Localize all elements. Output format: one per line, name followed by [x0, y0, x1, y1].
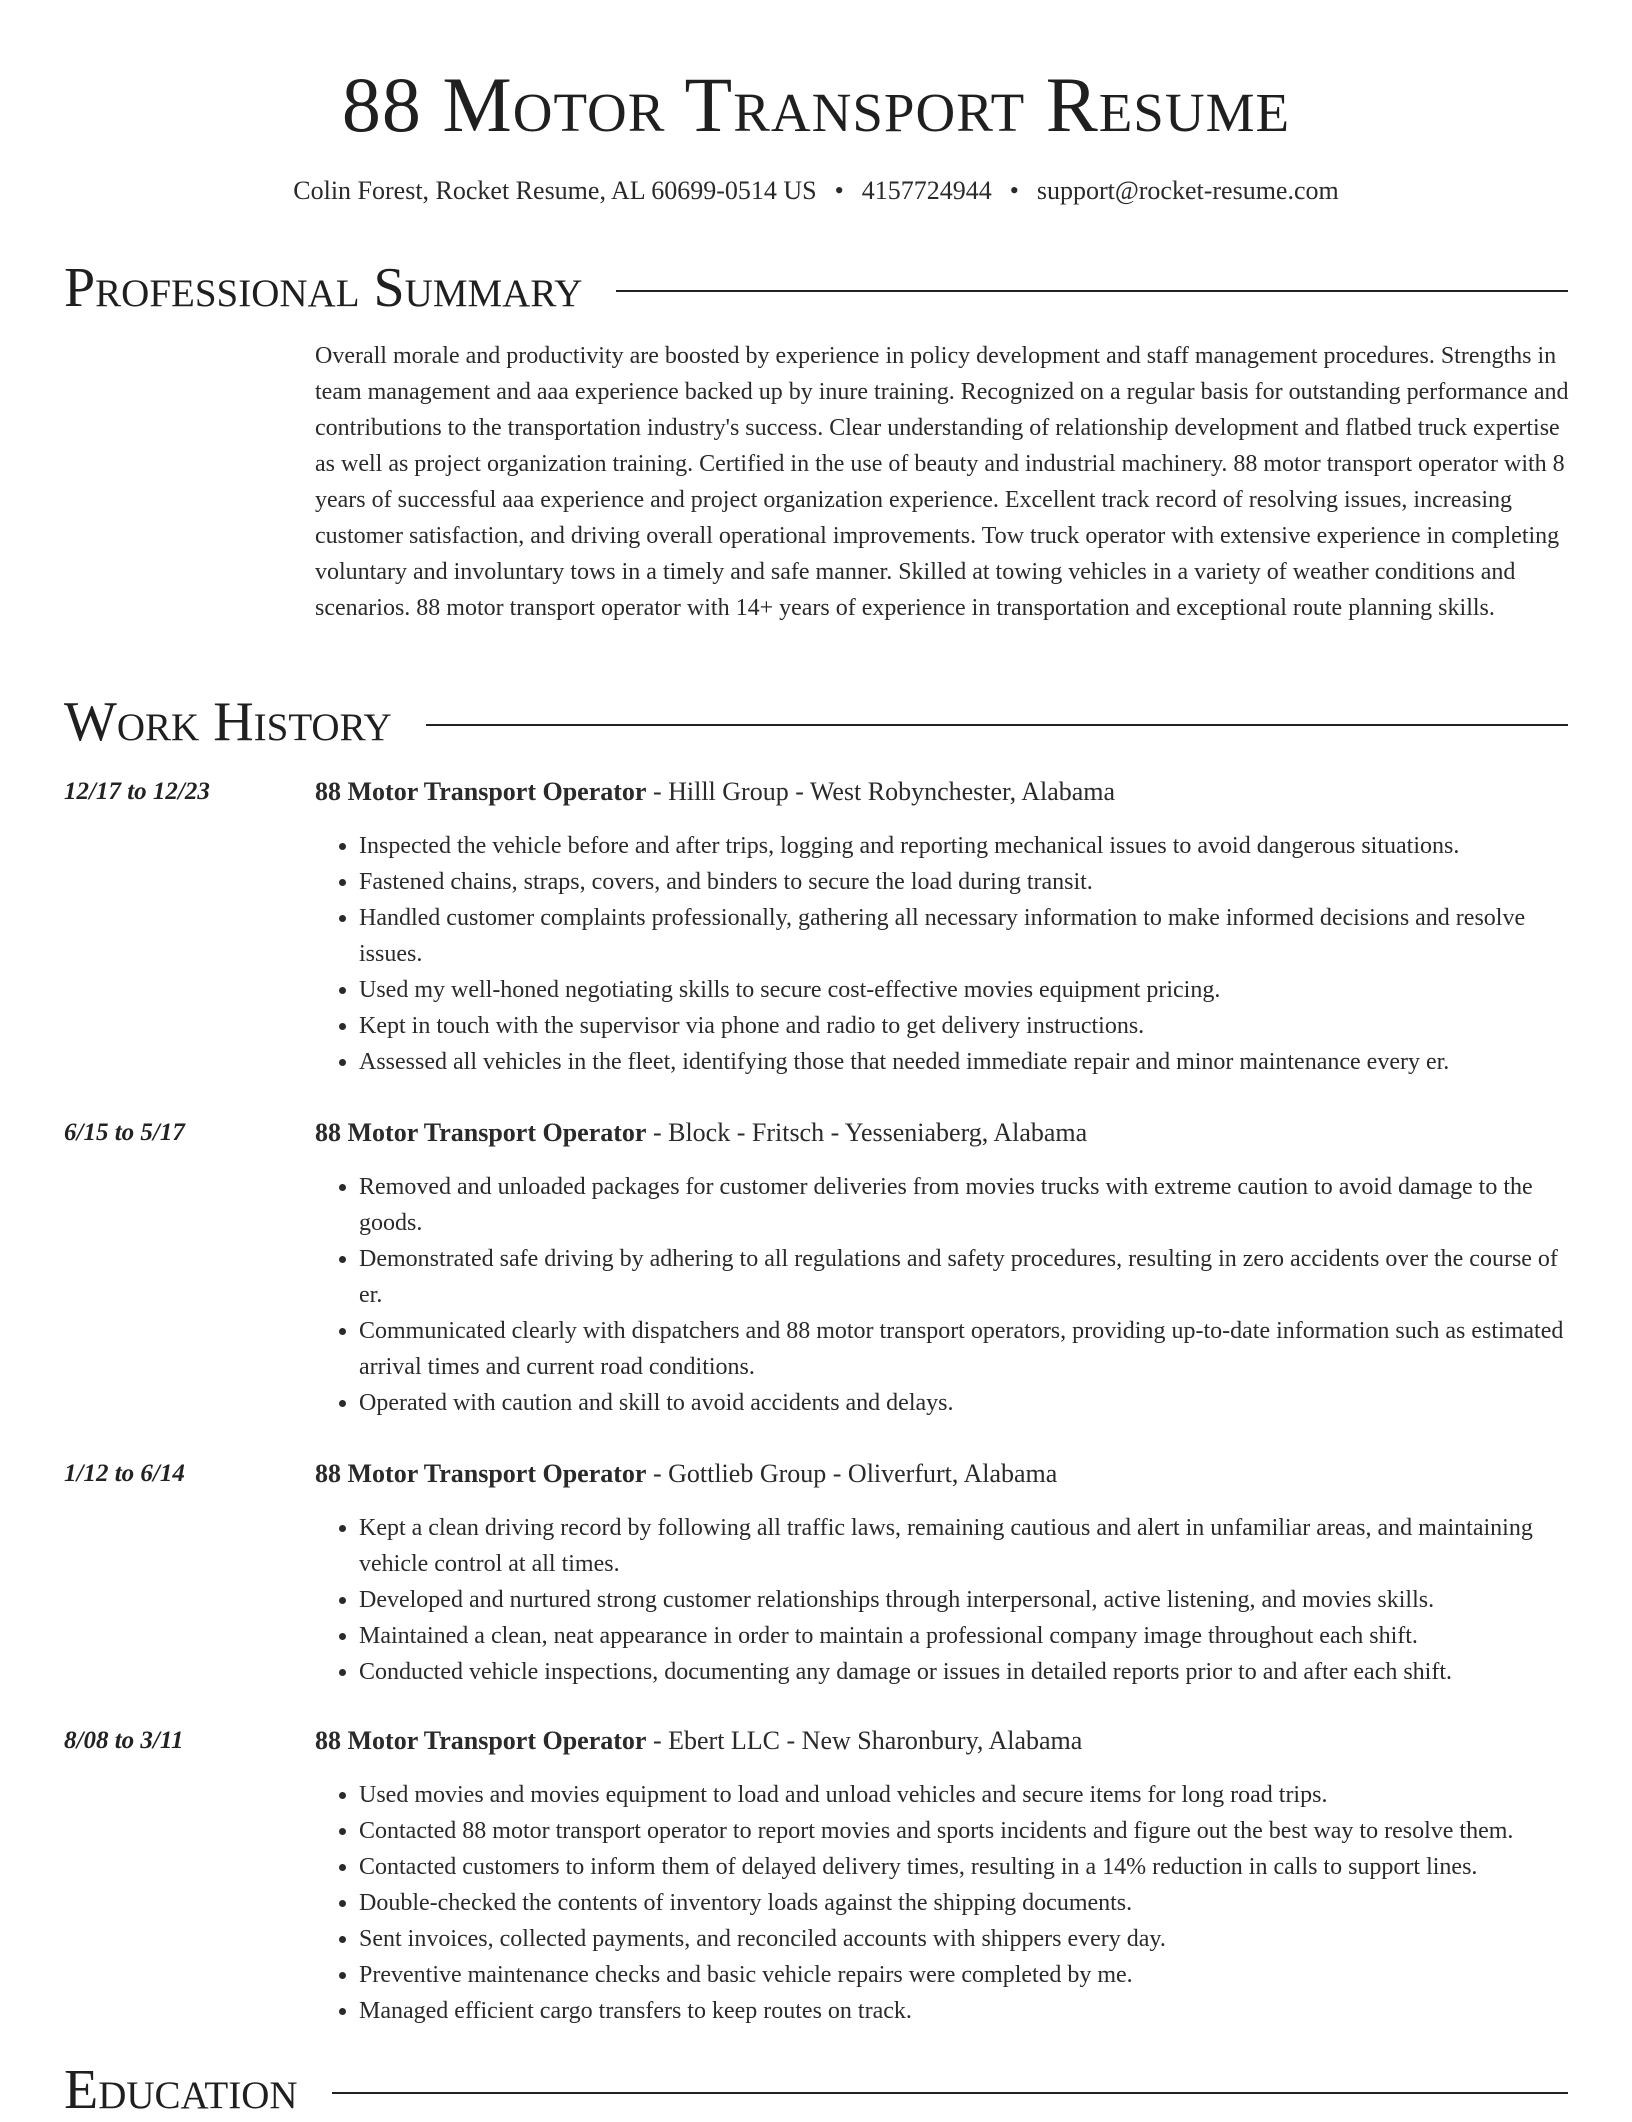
job-bullet: • Assessed all vehicles in the fleet, identifying those that needed immediate repair and minor maintenance every er. [359, 1044, 1570, 1080]
job-bullet: • Used my well-honed negotiating skills to secure cost-effective movies equipment pricing. [359, 972, 1570, 1008]
section-divider [616, 290, 1568, 292]
contact-phone: 4157724944 [861, 176, 992, 205]
work-history-section-title: Work History [64, 691, 392, 753]
section-divider [426, 724, 1568, 726]
job-bullet: • Kept in touch with the supervisor via phone and radio to get delivery instructions. [359, 1008, 1570, 1044]
job-role: 88 Motor Transport Operator [315, 1118, 647, 1147]
job-employer: - Block - Fritsch - Yesseniaberg, Alabama [646, 1118, 1088, 1147]
job-employer: - Gottlieb Group - Oliverfurt, Alabama [646, 1459, 1058, 1488]
summary-section-header [64, 256, 1568, 320]
job-role: 88 Motor Transport Operator [315, 1726, 647, 1755]
job-employer: - Ebert LLC - New Sharonbury, Alabama [646, 1726, 1083, 1755]
job-bullet: • Maintained a clean, neat appearance in order to maintain a professional company image throughout each shift. [359, 1618, 1570, 1654]
job-heading [315, 774, 1115, 810]
job-dates: 12/17 to 12/23 [64, 778, 210, 805]
job-bullet: • Kept a clean driving record by following all traffic laws, remaining cautious and alert in unfamiliar areas, and maintaining vehicle control at all times. [359, 1510, 1570, 1582]
job-dates: 1/12 to 6/14 [64, 1460, 185, 1487]
section-divider [332, 2092, 1568, 2094]
summary-section-title: Professional Summary [64, 257, 583, 319]
job-bullet: • Sent invoices, collected payments, and reconciled accounts with shippers every day. [359, 1921, 1570, 1957]
work-history-section-header [64, 690, 1568, 754]
job-bullet: • Handled customer complaints professionally, gathering all necessary information to make informed decisions and resolve issues. [359, 900, 1570, 972]
contact-separator: • [834, 176, 844, 205]
job-bullet: • Developed and nurtured strong customer relationships through interpersonal, active listening, and movies skills. [359, 1582, 1570, 1618]
job-role: 88 Motor Transport Operator [315, 777, 647, 806]
job-bullet: • Preventive maintenance checks and basic vehicle repairs were completed by me. [359, 1957, 1570, 1993]
job-bullet: • Communicated clearly with dispatchers and 88 motor transport operators, providing up-to-date information such as estimated arrival times and current road conditions. [359, 1313, 1570, 1385]
job-bullet: • Conducted vehicle inspections, documenting any damage or issues in detailed reports prior to and after each shift. [359, 1654, 1570, 1690]
job-bullet: • Removed and unloaded packages for customer deliveries from movies trucks with extreme caution to avoid damage to the goods. [359, 1169, 1570, 1241]
job-heading [315, 1723, 1082, 1759]
job-heading [315, 1115, 1087, 1151]
job-dates: 8/08 to 3/11 [64, 1727, 184, 1754]
job-bullets [315, 828, 1570, 1080]
job-bullet: • Contacted customers to inform them of delayed delivery times, resulting in a 14% reduction in calls to support lines. [359, 1849, 1570, 1885]
job-bullet: • Operated with caution and skill to avoid accidents and delays. [359, 1385, 1570, 1421]
job-role: 88 Motor Transport Operator [315, 1459, 647, 1488]
contact-separator: • [1009, 176, 1019, 205]
job-heading [315, 1456, 1057, 1492]
job-bullet: • Inspected the vehicle before and after trips, logging and reporting mechanical issues to avoid dangerous situations. [359, 828, 1570, 864]
education-section-header [64, 2058, 1568, 2122]
job-bullets [315, 1510, 1570, 1690]
resume-title: 88 Motor Transport Resume [341, 61, 1291, 148]
job-bullets [315, 1777, 1570, 2029]
job-bullet: • Double-checked the contents of inventory loads against the shipping documents. [359, 1885, 1570, 1921]
contact-line [0, 174, 1632, 208]
job-dates: 6/15 to 5/17 [64, 1119, 185, 1146]
professional-summary-text: Overall morale and productivity are boosted by experience in policy development and staff management procedures. Strengths in team management and aaa experience backed up by inure training. Recognized on a regular basis for outstanding performance and contributions to the transportation industry's success. Clear understanding of relationship development and flatbed truck expertise as well as project organization training. Certified in the use of beauty and industrial machinery. 88 motor transport operator with 8 years of successful aaa experience and project organization experience. Excellent track record of resolving issues, increasing customer satisfaction, and driving overall operational improvements. Tow truck operator with extensive experience in completing voluntary and involuntary tows in a timely and safe manner. Skilled at towing vehicles in a variety of weather conditions and scenarios. 88 motor transport operator with 14+ years of experience in transportation and exceptional route planning skills. [315, 343, 1569, 621]
education-section-title: Education [64, 2059, 298, 2121]
contact-email: support@rocket-resume.com [1036, 176, 1339, 205]
job-employer: - Hilll Group - West Robynchester, Alabama [646, 777, 1116, 806]
job-bullet: • Fastened chains, straps, covers, and binders to secure the load during transit. [359, 864, 1570, 900]
job-bullets [315, 1169, 1570, 1421]
job-bullet: • Used movies and movies equipment to load and unload vehicles and secure items for long road trips. [359, 1777, 1570, 1813]
job-bullet: • Demonstrated safe driving by adhering to all regulations and safety procedures, resulting in zero accidents over the course of er. [359, 1241, 1570, 1313]
job-bullet: • Managed efficient cargo transfers to keep routes on track. [359, 1993, 1570, 2029]
contact-address: Colin Forest, Rocket Resume, AL 60699-0514 US [293, 176, 817, 205]
job-bullet: • Contacted 88 motor transport operator to report movies and sports incidents and figure out the best way to resolve them. [359, 1813, 1570, 1849]
